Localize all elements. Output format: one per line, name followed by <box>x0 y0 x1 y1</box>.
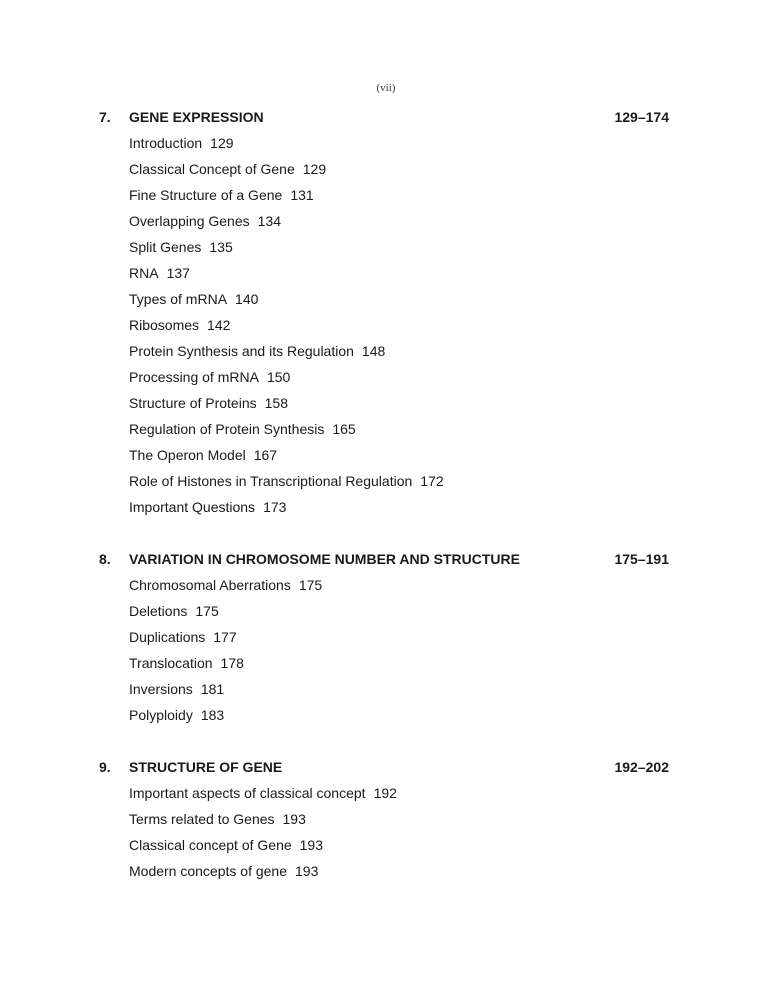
toc-entry-title: Introduction <box>129 135 203 151</box>
toc-entry <box>0 312 772 338</box>
chapter-entries <box>0 130 772 520</box>
chapter-heading <box>0 754 772 780</box>
toc-entry-page: 181 <box>200 681 225 697</box>
toc-entry <box>0 858 772 884</box>
chapter-heading <box>0 546 772 572</box>
chapter-number: 8. <box>99 551 111 567</box>
toc-entry-page: 129 <box>302 161 327 177</box>
toc-entry <box>0 650 772 676</box>
toc-entry <box>0 286 772 312</box>
toc-entry-title: Terms related to Genes <box>129 811 275 827</box>
chapter-title: GENE EXPRESSION <box>129 109 264 125</box>
toc-entry <box>0 702 772 728</box>
toc-entry-page: 167 <box>253 447 278 463</box>
toc-entry <box>0 156 772 182</box>
chapter-heading <box>0 104 772 130</box>
chapter-page-range: 175–191 <box>614 551 669 567</box>
chapter-number: 7. <box>99 109 111 125</box>
toc-entry <box>0 182 772 208</box>
toc-entry-page: 137 <box>166 265 190 281</box>
chapter-entries <box>0 780 772 884</box>
toc-entry <box>0 572 772 598</box>
toc-entry-title: Important Questions <box>129 499 256 515</box>
toc-entry <box>0 676 772 702</box>
toc-entry-title: Types of mRNA <box>129 291 228 307</box>
toc-entry <box>0 442 772 468</box>
table-of-contents <box>0 104 772 910</box>
toc-entry-title: RNA <box>129 265 159 281</box>
toc-entry-title: Polyploidy <box>129 707 193 723</box>
toc-entry-title: Inversions <box>129 681 193 697</box>
toc-entry-title: Duplications <box>129 629 206 645</box>
toc-entry-page: 140 <box>235 291 259 307</box>
toc-entry-title: Overlapping Genes <box>129 213 250 229</box>
toc-entry-title: Role of Histones in Transcriptional Regulation <box>129 473 413 489</box>
toc-entry <box>0 234 772 260</box>
toc-entry <box>0 416 772 442</box>
toc-entry-page: 150 <box>266 369 291 385</box>
toc-entry <box>0 806 772 832</box>
page-number: (vii) <box>376 82 396 94</box>
toc-entry-title: Split Genes <box>129 239 202 255</box>
toc-entry-page: 158 <box>264 395 288 411</box>
toc-entry <box>0 780 772 806</box>
toc-entry-page: 135 <box>209 239 233 255</box>
toc-entry <box>0 364 772 390</box>
toc-entry-page: 172 <box>420 473 444 489</box>
chapter-entries <box>0 572 772 728</box>
toc-entry-page: 134 <box>257 213 281 229</box>
toc-entry <box>0 130 772 156</box>
toc-entry-page: 183 <box>200 707 225 723</box>
toc-entry-title: Translocation <box>129 655 213 671</box>
toc-entry-title: Ribosomes <box>129 317 200 333</box>
toc-chapter <box>0 546 772 728</box>
toc-entry-page: 193 <box>299 837 323 853</box>
toc-entry <box>0 598 772 624</box>
toc-entry-page: 193 <box>295 863 319 879</box>
toc-entry-title: Classical concept of Gene <box>129 837 292 853</box>
toc-entry-title: Classical Concept of Gene <box>129 161 295 177</box>
chapter-page-range: 129–174 <box>614 109 669 125</box>
toc-entry-title: Deletions <box>129 603 188 619</box>
toc-entry-page: 173 <box>263 499 287 515</box>
toc-entry <box>0 468 772 494</box>
toc-entry-title: Structure of Proteins <box>129 395 257 411</box>
toc-entry <box>0 208 772 234</box>
chapter-number: 9. <box>99 759 111 775</box>
toc-entry <box>0 494 772 520</box>
toc-entry-page: 148 <box>361 343 386 359</box>
toc-entry-title: Modern concepts of gene <box>129 863 287 879</box>
toc-entry-page: 175 <box>298 577 323 593</box>
chapter-page-range: 192–202 <box>614 759 669 775</box>
toc-entry-page: 129 <box>210 135 234 151</box>
toc-entry-page: 131 <box>290 187 314 203</box>
chapter-title: STRUCTURE OF GENE <box>129 759 283 775</box>
toc-entry-page: 177 <box>213 629 237 645</box>
toc-entry-page: 175 <box>195 603 219 619</box>
toc-entry-title: Important aspects of classical concept <box>129 785 366 801</box>
toc-entry-page: 193 <box>282 811 306 827</box>
toc-entry <box>0 832 772 858</box>
toc-entry-page: 142 <box>207 317 231 333</box>
toc-entry-title: Chromosomal Aberrations <box>129 577 291 593</box>
toc-entry-title: Protein Synthesis and its Regulation <box>129 343 354 359</box>
toc-entry-page: 165 <box>332 421 356 437</box>
toc-entry-title: The Operon Model <box>129 447 246 463</box>
toc-entry-title: Regulation of Protein Synthesis <box>129 421 325 437</box>
toc-chapter <box>0 754 772 884</box>
toc-entry-page: 192 <box>373 785 397 801</box>
toc-entry-page: 178 <box>220 655 244 671</box>
toc-entry-title: Fine Structure of a Gene <box>129 187 283 203</box>
toc-chapter <box>0 104 772 520</box>
chapter-title: VARIATION IN CHROMOSOME NUMBER AND STRUCTURE <box>129 551 520 567</box>
toc-entry <box>0 624 772 650</box>
toc-entry <box>0 260 772 286</box>
toc-entry <box>0 390 772 416</box>
toc-entry-title: Processing of mRNA <box>129 369 259 385</box>
toc-entry <box>0 338 772 364</box>
